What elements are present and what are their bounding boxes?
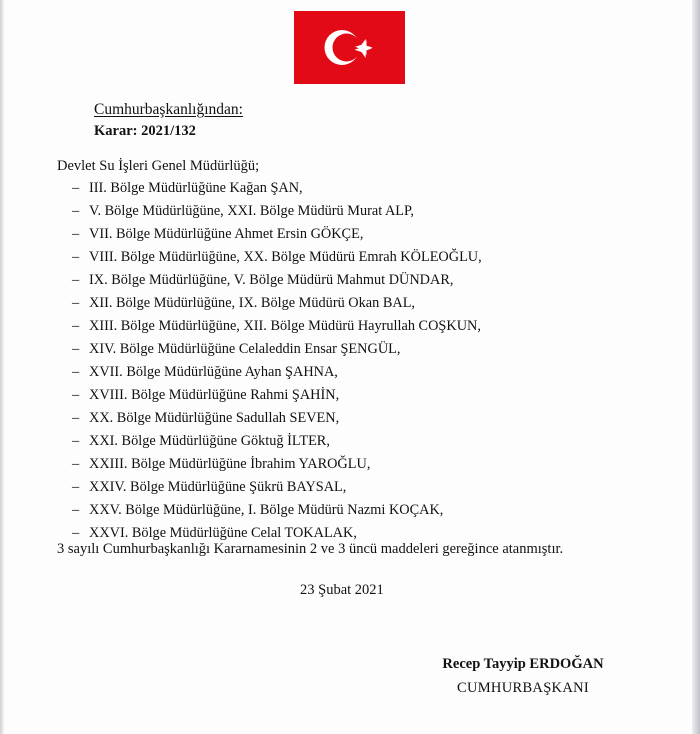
decision-number: Karar: 2021/132 (94, 123, 196, 139)
decree-date: 23 Şubat 2021 (300, 582, 384, 598)
list-item (72, 430, 482, 453)
list-dash: – (72, 249, 80, 265)
appointment-text: XVII. Bölge Müdürlüğüne Ayhan ŞAHNA, (89, 364, 338, 380)
signer-title: CUMHURBAŞKANI (457, 680, 589, 696)
appointment-text: VII. Bölge Müdürlüğüne Ahmet Ersin GÖKÇE, (89, 226, 364, 242)
list-dash: – (72, 272, 80, 288)
list-item (72, 269, 482, 292)
list-dash: – (72, 410, 80, 426)
list-item (72, 338, 482, 361)
list-item (72, 384, 482, 407)
appointment-text: XX. Bölge Müdürlüğüne Sadullah SEVEN, (89, 410, 340, 426)
page-edge-shadow (0, 0, 4, 734)
list-dash: – (72, 502, 80, 518)
appointment-list (72, 177, 482, 545)
list-item (72, 453, 482, 476)
list-dash: – (72, 341, 80, 357)
appointment-text: XXIII. Bölge Müdürlüğüne İbrahim YAROĞLU, (89, 456, 371, 472)
appointment-text: VIII. Bölge Müdürlüğüne, XX. Bölge Müdürü Emrah KÖLEOĞLU, (89, 249, 482, 265)
list-dash: – (72, 295, 80, 311)
appointment-text: XVIII. Bölge Müdürlüğüne Rahmi ŞAHİN, (89, 387, 340, 403)
appointment-text: XIII. Bölge Müdürlüğüne, XII. Bölge Müdürü Hayrullah COŞKUN, (89, 318, 481, 334)
appointment-text: XXIV. Bölge Müdürlüğüne Şükrü BAYSAL, (89, 479, 347, 495)
page-edge-shadow (692, 0, 700, 734)
list-item (72, 246, 482, 269)
list-dash: – (72, 479, 80, 495)
list-dash: – (72, 226, 80, 242)
appointment-text: XXVI. Bölge Müdürlüğüne Celal TOKALAK, (89, 525, 357, 541)
office-heading: Cumhurbaşkanlığından: (94, 101, 243, 118)
appointment-text: XXV. Bölge Müdürlüğüne, I. Bölge Müdürü Nazmi KOÇAK, (89, 502, 444, 518)
list-dash: – (72, 433, 80, 449)
list-item (72, 223, 482, 246)
list-item (72, 315, 482, 338)
appointment-text: XXI. Bölge Müdürlüğüne Göktuğ İLTER, (89, 433, 330, 449)
list-item (72, 476, 482, 499)
appointment-text: III. Bölge Müdürlüğüne Kağan ŞAN, (89, 180, 303, 196)
appointment-text: XIV. Bölge Müdürlüğüne Celaleddin Ensar ŞENGÜL, (89, 341, 401, 357)
list-item (72, 407, 482, 430)
closing-statement: 3 sayılı Cumhurbaşkanlığı Kararnamesinin 2 ve 3 üncü maddeleri gereğince atanmıştır. (57, 541, 564, 557)
list-dash: – (72, 364, 80, 380)
list-item (72, 177, 482, 200)
list-item (72, 361, 482, 384)
list-dash: – (72, 180, 80, 196)
turkish-flag-icon (294, 11, 405, 84)
list-dash: – (72, 203, 80, 219)
appointment-text: V. Bölge Müdürlüğüne, XXI. Bölge Müdürü Murat ALP, (89, 203, 414, 219)
list-dash: – (72, 318, 80, 334)
appointment-text: IX. Bölge Müdürlüğüne, V. Bölge Müdürü Mahmut DÜNDAR, (89, 272, 454, 288)
list-item (72, 200, 482, 223)
list-dash: – (72, 525, 80, 541)
agency-name: Devlet Su İşleri Genel Müdürlüğü; (57, 158, 260, 174)
list-item (72, 499, 482, 522)
signer-name: Recep Tayyip ERDOĞAN (442, 656, 604, 672)
appointment-text: XII. Bölge Müdürlüğüne, IX. Bölge Müdürü Okan BAL, (89, 295, 416, 311)
list-dash: – (72, 456, 80, 472)
list-dash: – (72, 387, 80, 403)
list-item (72, 292, 482, 315)
